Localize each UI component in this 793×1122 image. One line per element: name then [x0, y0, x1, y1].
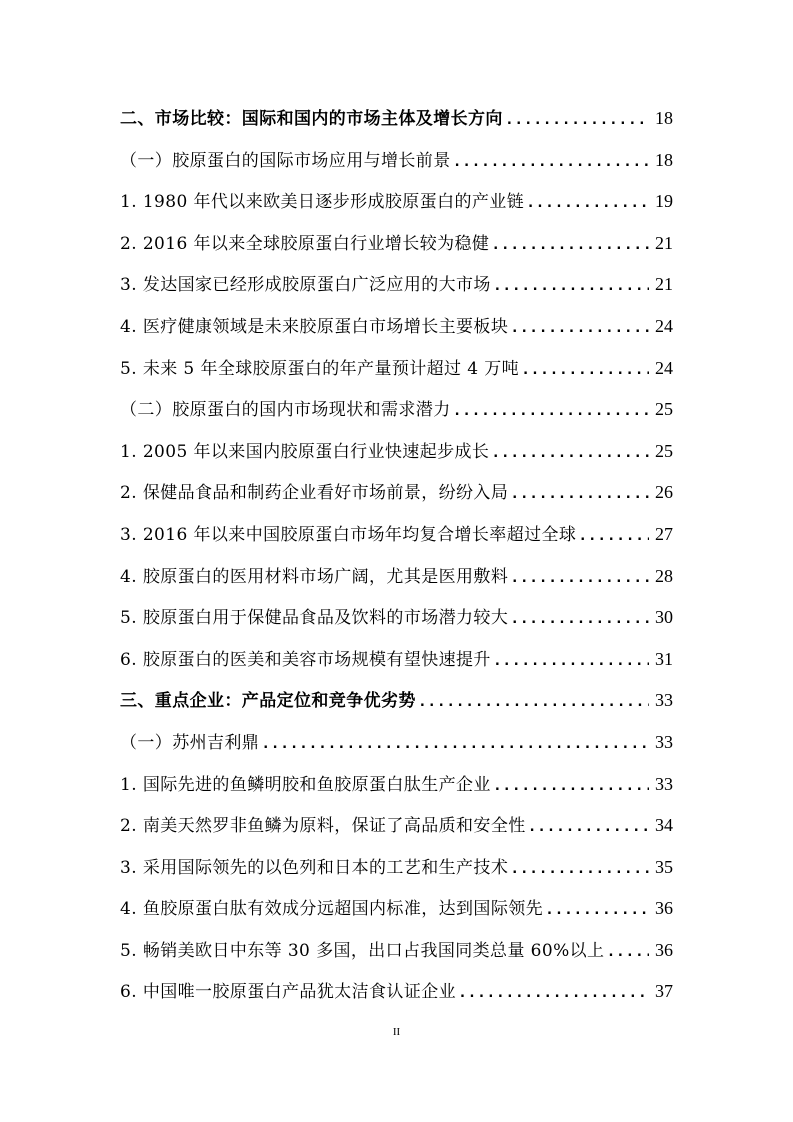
toc-entry[interactable] [120, 556, 673, 598]
toc-entry[interactable] [120, 930, 673, 972]
toc-entry-title: 6. 胶原蛋白的医美和美容市场规模有望快速提升 [120, 649, 491, 670]
toc-entry-title: 三、重点企业：产品定位和竞争优劣势 [120, 691, 416, 712]
toc-entry[interactable] [120, 847, 673, 889]
toc-entry[interactable] [120, 223, 673, 265]
toc-entry-page-number: 24 [655, 357, 673, 378]
toc-entry-title: （一）胶原蛋白的国际市场应用与增长前景 [120, 150, 451, 171]
toc-entry-title: 5. 畅销美欧日中东等 30 多国，出口占我国同类总量 60%以上 [120, 940, 605, 961]
toc-dot-leader [495, 641, 649, 683]
toc-entry-title: 2. 2016 年以来全球胶原蛋白行业增长较为稳健 [120, 233, 490, 254]
toc-dot-leader [507, 100, 649, 142]
toc-entry[interactable] [120, 140, 673, 182]
toc-dot-leader [530, 807, 649, 849]
toc-entry-title: 2. 南美天然罗非鱼鳞为原料，保证了高品质和安全性 [120, 816, 526, 837]
toc-entry-page-number: 36 [655, 939, 673, 960]
toc-dot-leader [512, 474, 649, 516]
toc-dot-leader [528, 183, 649, 225]
toc-entry-page-number: 27 [655, 523, 673, 544]
toc-dot-leader [493, 225, 649, 267]
table-of-contents [120, 98, 673, 1013]
toc-entry-title: 3. 采用国际领先的以色列和日本的工艺和生产技术 [120, 857, 509, 878]
toc-entry-page-number: 26 [655, 482, 673, 503]
toc-entry[interactable] [120, 306, 673, 348]
toc-entry[interactable] [120, 472, 673, 514]
toc-entry-page-number: 31 [655, 648, 673, 669]
toc-dot-leader [523, 350, 649, 392]
toc-entry[interactable] [120, 431, 673, 473]
toc-dot-leader [495, 266, 649, 308]
toc-dot-leader [493, 433, 649, 475]
toc-entry-title: 1. 2005 年以来国内胶原蛋白行业快速起步成长 [120, 441, 490, 462]
toc-dot-leader [608, 932, 649, 974]
toc-dot-leader [460, 973, 649, 1015]
toc-entry[interactable] [120, 971, 673, 1013]
toc-entry[interactable] [120, 764, 673, 806]
toc-entry-title: （二）胶原蛋白的国内市场现状和需求潜力 [120, 400, 451, 421]
toc-dot-leader [420, 682, 649, 724]
toc-entry[interactable] [120, 805, 673, 847]
toc-entry-page-number: 24 [655, 315, 673, 336]
toc-entry-title: （一）苏州吉利鼎 [120, 732, 260, 753]
toc-entry-title: 4. 鱼胶原蛋白肽有效成分远超国内标准，达到国际领先 [120, 899, 544, 920]
toc-entry-page-number: 36 [655, 898, 673, 919]
toc-entry-title: 二、市场比较：国际和国内的市场主体及增长方向 [120, 109, 503, 129]
toc-entry-page-number: 30 [655, 607, 673, 628]
toc-entry[interactable] [120, 514, 673, 556]
toc-dot-leader [580, 516, 649, 558]
toc-entry-title: 3. 发达国家已经形成胶原蛋白广泛应用的大市场 [120, 275, 491, 296]
toc-entry-title: 6. 中国唯一胶原蛋白产品犹太洁食认证企业 [120, 982, 457, 1003]
toc-dot-leader [512, 558, 649, 600]
toc-entry-title: 4. 胶原蛋白的医用材料市场广阔，尤其是医用敷料 [120, 566, 509, 587]
toc-dot-leader [512, 308, 649, 350]
toc-entry-page-number: 21 [655, 274, 673, 295]
toc-entry[interactable] [120, 597, 673, 639]
toc-entry[interactable] [120, 680, 673, 722]
toc-entry-title: 3. 2016 年以来中国胶原蛋白市场年均复合增长率超过全球 [120, 524, 577, 545]
toc-entry-title: 2. 保健品食品和制药企业看好市场前景，纷纷入局 [120, 483, 509, 504]
toc-entry[interactable] [120, 264, 673, 306]
toc-entry-page-number: 37 [655, 981, 673, 1002]
toc-entry-page-number: 19 [655, 191, 673, 212]
toc-entry-title: 5. 未来 5 年全球胶原蛋白的年产量预计超过 4 万吨 [120, 358, 520, 379]
toc-entry[interactable] [120, 722, 673, 764]
page-number: II [392, 1026, 401, 1038]
toc-entry[interactable] [120, 888, 673, 930]
toc-entry-page-number: 18 [655, 149, 673, 170]
toc-entry-page-number: 33 [655, 773, 673, 794]
toc-dot-leader [455, 142, 649, 184]
toc-entry[interactable] [120, 98, 673, 140]
toc-entry-page-number: 33 [655, 690, 673, 711]
toc-entry[interactable] [120, 348, 673, 390]
toc-entry-title: 4. 医疗健康领域是未来胶原蛋白市场增长主要板块 [120, 316, 509, 337]
toc-entry[interactable] [120, 389, 673, 431]
toc-entry[interactable] [120, 181, 673, 223]
toc-entry-page-number: 25 [655, 440, 673, 461]
toc-entry-page-number: 34 [655, 815, 673, 836]
toc-entry-page-number: 18 [655, 108, 673, 128]
toc-entry-title: 5. 胶原蛋白用于保健品食品及饮料的市场潜力较大 [120, 608, 509, 629]
toc-dot-leader [263, 724, 649, 766]
toc-entry[interactable] [120, 639, 673, 681]
toc-entry-page-number: 21 [655, 232, 673, 253]
toc-dot-leader [547, 890, 649, 932]
toc-entry-page-number: 25 [655, 399, 673, 420]
toc-dot-leader [512, 599, 649, 641]
toc-entry-page-number: 35 [655, 856, 673, 877]
toc-entry-title: 1. 1980 年代以来欧美日逐步形成胶原蛋白的产业链 [120, 192, 525, 213]
toc-entry-page-number: 28 [655, 565, 673, 586]
toc-dot-leader [512, 849, 649, 891]
toc-dot-leader [495, 766, 649, 808]
toc-dot-leader [455, 391, 649, 433]
toc-entry-title: 1. 国际先进的鱼鳞明胶和鱼胶原蛋白肽生产企业 [120, 774, 491, 795]
toc-entry-page-number: 33 [655, 731, 673, 752]
